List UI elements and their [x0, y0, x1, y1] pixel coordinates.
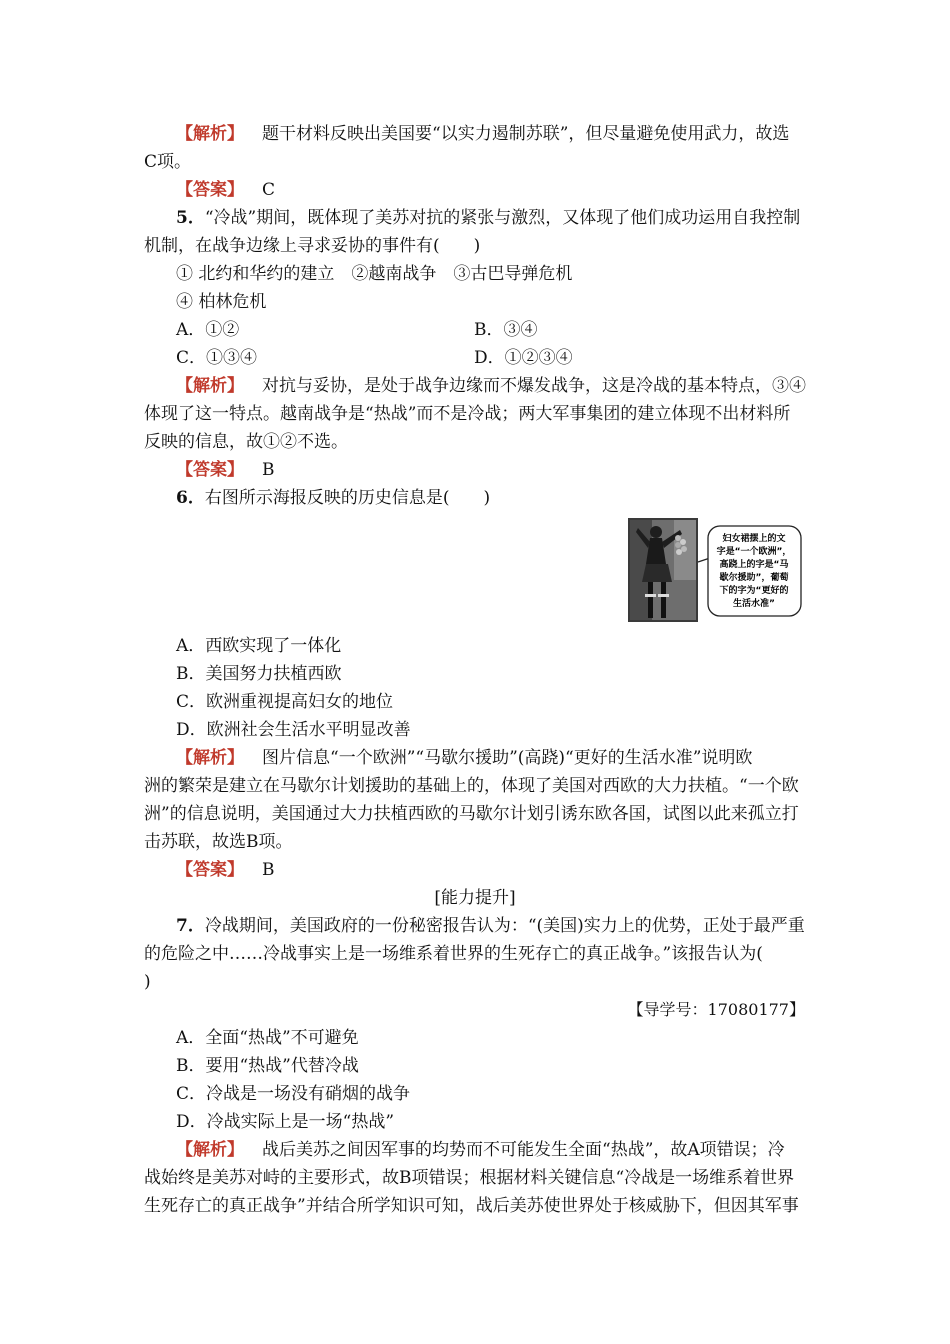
section-title: [能力提升] [434, 888, 516, 908]
q7-stem-cont: ) [144, 972, 151, 992]
q5-option-c: C．①③④ [176, 348, 258, 368]
q4-answer-value: C [262, 180, 276, 200]
q5-stem [176, 204, 808, 232]
bubble-line: 下的字为“更好的 [719, 586, 789, 596]
q4-analysis-cont: C项。 [144, 152, 192, 172]
answer-tag: 【答案】 [176, 460, 244, 480]
q5-answer-value: B [262, 460, 275, 480]
q6-analysis-cont: 击苏联，故选B项。 [144, 832, 293, 852]
analysis-tag: 【解析】 [176, 124, 244, 144]
answer-tag: 【答案】 [176, 860, 244, 880]
q5-stem-cont: 机制，在战争边缘上寻求妥协的事件有( ) [144, 236, 481, 256]
q5-option-b: B．③④ [474, 320, 538, 340]
bubble-line: 高跷上的字是“马 [719, 560, 789, 570]
bubble-line: 歇尔援助”，葡萄 [719, 573, 789, 583]
q6-option-d: D．欧洲社会生活水平明显改善 [176, 720, 411, 740]
analysis-tag: 【解析】 [176, 1140, 244, 1160]
q6-analysis [176, 744, 808, 772]
grape [680, 539, 686, 545]
q6-number: 6． [176, 488, 205, 508]
q5-option-d: D．①②③④ [474, 348, 573, 368]
q7-analysis-cont: 生死存亡的真正战争”并结合所学知识可知，战后美苏使世界处于核威胁下，但因其军事 [144, 1196, 799, 1216]
q5-option-a: A．①② [176, 320, 240, 340]
q5-number: 5． [176, 208, 205, 228]
analysis-tag: 【解析】 [176, 748, 244, 768]
q7-analysis [176, 1136, 808, 1164]
q7-stem-text: 冷战期间，美国政府的一份秘密报告认为：“(美国)实力上的优势，正处于最严重 [204, 916, 805, 936]
q7-number: 7． [176, 916, 205, 936]
bubble-line: 生活水准” [733, 599, 775, 609]
q6-analysis-text: 图片信息“一个欧洲”“马歇尔援助”(高跷)“更好的生活水准”说明欧 [262, 748, 753, 768]
guide-number: 【导学号：17080177】 [627, 1000, 805, 1019]
q6-stem [176, 484, 808, 512]
q5-analysis-cont: 体现了这一特点。越南战争是“热战”而不是冷战；两大军事集团的建立体现不出材料所 [144, 404, 791, 424]
q5-analysis-cont: 反映的信息，故①②不选。 [144, 432, 348, 452]
q6-option-a: A．西欧实现了一体化 [176, 636, 342, 656]
marshall-plan-poster-figure [628, 518, 804, 622]
q6-answer-value: B [262, 860, 275, 880]
q7-analysis-cont: 战始终是美苏对峙的主要形式，故B项错误；根据材料关键信息“冷战是一场维系着世界 [144, 1168, 795, 1188]
q6-analysis-cont: 洲的繁荣是建立在马歇尔计划援助的基础上的，体现了美国对西欧的大力扶植。“一个欧 [144, 776, 799, 796]
grape [675, 535, 681, 541]
woman-skirt [642, 564, 672, 582]
q6-answer [176, 856, 808, 884]
bubble-line: 妇女裙摆上的文 [722, 534, 786, 544]
q7-stem [176, 912, 808, 940]
q7-analysis-text: 战后美苏之间因军事的均势而不可能发生全面“热战”，故A项错误；冷 [262, 1140, 785, 1160]
analysis-tag: 【解析】 [176, 376, 244, 396]
q5-items-line2: ④ 柏林危机 [176, 292, 267, 312]
q7-option-a: A．全面“热战”不可避免 [176, 1028, 359, 1048]
q5-analysis-text: 对抗与妥协，是处于战争边缘而不爆发战争，这是冷战的基本特点，③④ [262, 376, 806, 396]
q6-option-b: B．美国努力扶植西欧 [176, 664, 342, 684]
q5-answer [176, 456, 808, 484]
stilt-left [648, 582, 653, 618]
answer-tag: 【答案】 [176, 180, 244, 200]
q6-analysis-cont: 洲”的信息说明，美国通过大力扶植西欧的马歇尔计划引诱东欧各国，试图以此来孤立打 [144, 804, 799, 824]
bubble-line: 字是“一个欧洲”， [716, 547, 792, 557]
q5-items-line1: ① 北约和华约的建立 ②越南战争 ③古巴导弹危机 [176, 264, 573, 284]
woman-head [650, 526, 662, 538]
q5-analysis [176, 372, 808, 400]
q7-option-d: D．冷战实际上是一场“热战” [176, 1112, 395, 1132]
q5-stem-text: “冷战”期间，既体现了美苏对抗的紧张与激烈，又体现了他们成功运用自我控制 [204, 208, 801, 228]
q4-analysis [176, 120, 808, 148]
q4-answer [176, 176, 808, 204]
q6-stem-text: 右图所示海报反映的历史信息是( ) [204, 488, 491, 508]
grape [676, 549, 682, 555]
q7-stem-cont: 的危险之中……冷战事实上是一场维系着世界的生死存亡的真正战争。”该报告认为( [144, 944, 763, 964]
q7-option-b: B．要用“热战”代替冷战 [176, 1056, 359, 1076]
stilt-right [661, 582, 666, 618]
q7-option-c: C．冷战是一场没有硝烟的战争 [176, 1084, 411, 1104]
q4-analysis-text: 题干材料反映出美国要“以实力遏制苏联”，但尽量避免使用武力，故选 [262, 124, 790, 144]
grape [681, 546, 687, 552]
q6-option-c: C．欧洲重视提高妇女的地位 [176, 692, 394, 712]
grape [675, 542, 681, 548]
poster-image [628, 518, 804, 622]
